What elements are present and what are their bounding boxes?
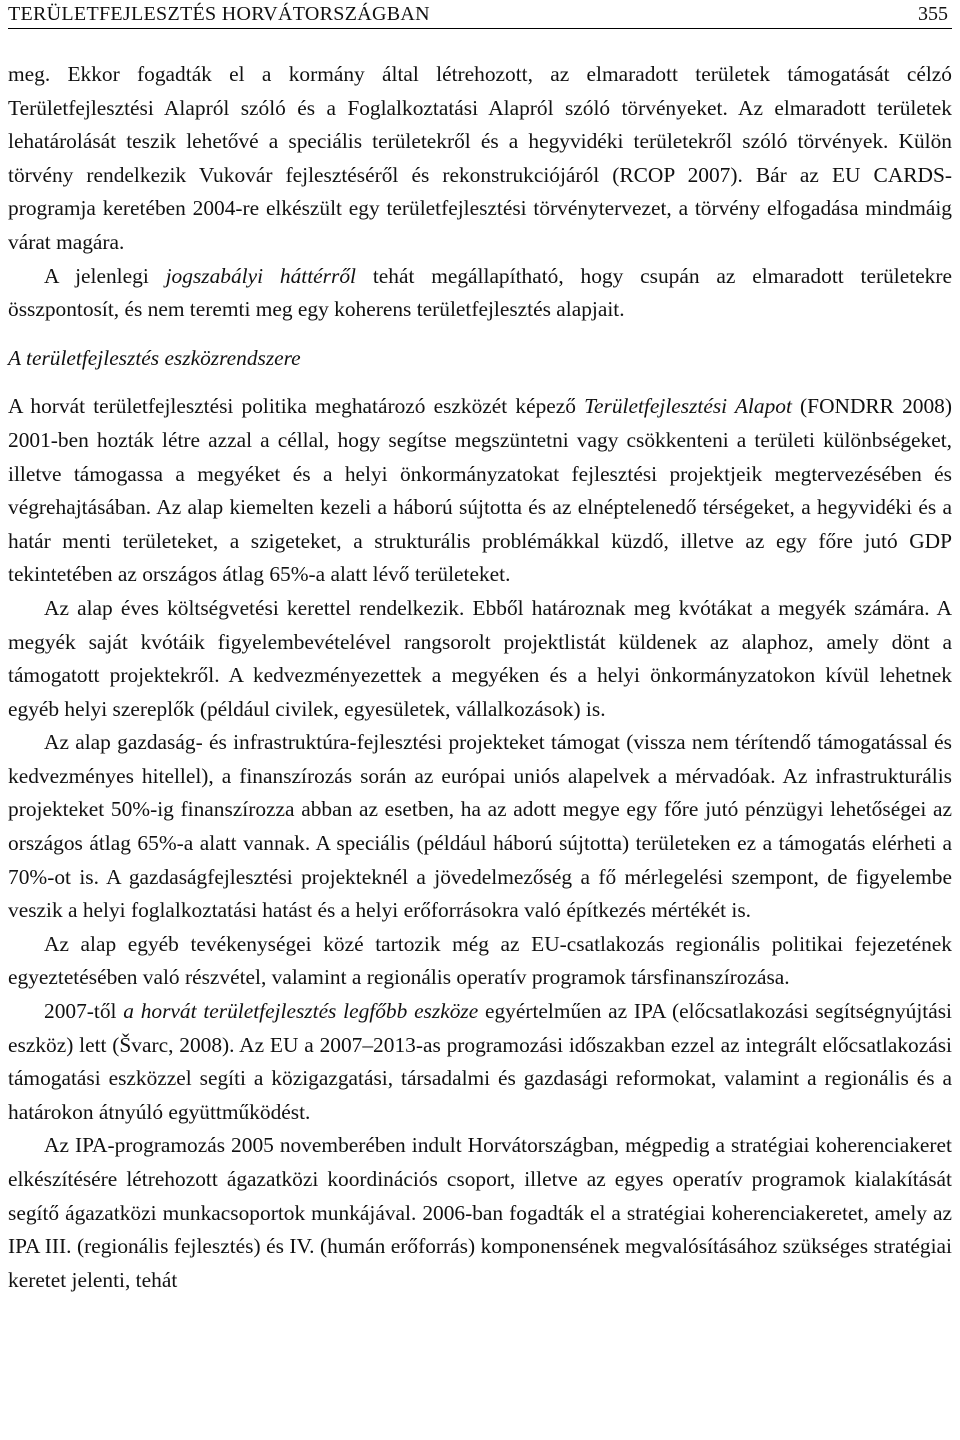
paragraph bbox=[8, 726, 952, 928]
paragraph-text: Az alap éves költségvetési kerettel rendelkezik. Ebből határoznak meg kvótákat a megyék számára. A megyék saját kvótáik figyelembevételével rangsorolt projektlistát küldenek az alaphoz, amely dönt a támogatott projektekről. A kedvezményezettek a megyéken és a helyi önkormányzatokon kívül lehetnek egyéb helyi szereplők (például civilek, egyesületek, vállalkozások) is. bbox=[8, 595, 952, 721]
paragraph-text: Az IPA-programozás 2005 novemberében indult Horvátországban, mégpedig a stratégiai koherenciakeret elkészítésére létrehozott ágazatközi koordinációs csoport, illetve az egyes operatív programok kialakítását segítő ágazatközi munkacsoportok munkájával. 2006-ban fogadták el a stratégiai koherenciakeretet, amely az IPA III. (regionális fejlesztés) és IV. (humán erőforrás) komponensének megvalósításához szükséges stratégiai keretet jelenti, tehát bbox=[8, 1133, 952, 1292]
section-heading: A területfejlesztés eszközrendszere bbox=[8, 345, 301, 370]
paragraph-text: meg. Ekkor fogadták el a kormány által létrehozott, az elmaradott területek támogatását célzó Területfejlesztési Alapról szóló és a Foglalkoztatási Alapról szóló törvényeket. Az elmaradott területek lehatárolását teszik lehetővé a speciális területekről és a hegyvidéki területekről szóló törvények. Külön törvény rendelkezik Vukovár fejlesztéséről és rekonstrukciójáról (RCOP 2007). Bár az EU CARDS-programja keretében 2004-re elkészült egy területfejlesztési törvénytervezet, a törvény elfogadása mindmáig várat magára. bbox=[8, 62, 952, 254]
emphasis-text: a horvát területfejlesztés legfőbb eszköze bbox=[123, 999, 479, 1024]
paragraph-text: A horvát területfejlesztési politika meghatározó eszközét képező bbox=[8, 394, 585, 419]
paragraph bbox=[8, 592, 952, 726]
running-header bbox=[8, 2, 952, 29]
paragraph bbox=[8, 995, 952, 1129]
page-number: 355 bbox=[918, 3, 948, 25]
paragraph-text: (FONDRR 2008) 2001-ben hozták létre azzal a céllal, hogy segítse megszüntetni vagy csökkenteni a területi különbségeket, illetve támogassa a megyéket és a helyi önkormányzatokat fejlesztési projektjeik megtervezésében és végrehajtásában. Az alap kiemelten kezeli a háború sújtotta és az elnéptelenedő térségeket, a hegyvidéki és a határ menti területeket, a szigeteket, a strukturális problémákkal küzdő, illetve az egy főre jutó GDP tekintetében az országos átlag 65%-a alatt lévő területeket. bbox=[8, 394, 952, 587]
paragraph bbox=[8, 1129, 952, 1297]
paragraph-text: 2007-től bbox=[44, 999, 124, 1024]
page-body bbox=[8, 58, 952, 1297]
paragraph-text: A jelenlegi bbox=[44, 263, 166, 288]
paragraph bbox=[8, 390, 952, 592]
emphasis-text: jogszabályi háttérről bbox=[165, 263, 356, 288]
paragraph-text: Az alap gazdaság- és infrastruktúra-fejlesztési projekteket támogat (vissza nem térítendő támogatással és kedvezményes hitellel), a finanszírozás során az európai uniós alapelvek a mérvadóak. Az infrastrukturális projekteket 50%-ig finanszírozza abban az esetben, ha az adott megye egy főre jutó pénzügyi lehetőségei az országos átlag 65%-a alatt vannak. A speciális (például háború sújtotta) területeken ez a támogatás elérheti a 70%-ot is. A gazdaságfejlesztési projekteknél a jövedelmezőség a fő mérlegelési szempont, de figyelembe veszik a helyi foglalkoztatási hatást és a helyi erőforrásokra való építkezés mértékét is. bbox=[8, 730, 952, 923]
paragraph bbox=[8, 928, 952, 995]
paragraph-text: egyértelműen az IPA (előcsatlakozási segítségnyújtási eszköz) lett (Švarc, 2008). Az EU a 2007–2013-as programozási időszakban ezzel az integrált előcsatlakozási támogatási eszközzel segíti a közigazgatási, társadalmi és gazdasági reformokat, valamint a regionális és a határokon átnyúló együttműködést. bbox=[8, 999, 952, 1124]
running-title: TERÜLETFEJLESZTÉS HORVÁTORSZÁGBAN bbox=[8, 3, 430, 25]
paragraph-text: tehát megállapítható, hogy csupán az elmaradott területekre összpontosít, és nem teremti meg egy koherens területfejlesztés alapjait. bbox=[8, 263, 952, 322]
paragraph bbox=[8, 260, 952, 327]
paragraph bbox=[8, 58, 952, 260]
paragraph-text: Az alap egyéb tevékenységei közé tartozik még az EU-csatlakozás regionális politikai fejezetének egyeztetésében való részvétel, valamint a regionális operatív programok társfinanszírozása. bbox=[8, 931, 952, 990]
emphasis-text: Területfejlesztési Alapot bbox=[584, 394, 792, 419]
